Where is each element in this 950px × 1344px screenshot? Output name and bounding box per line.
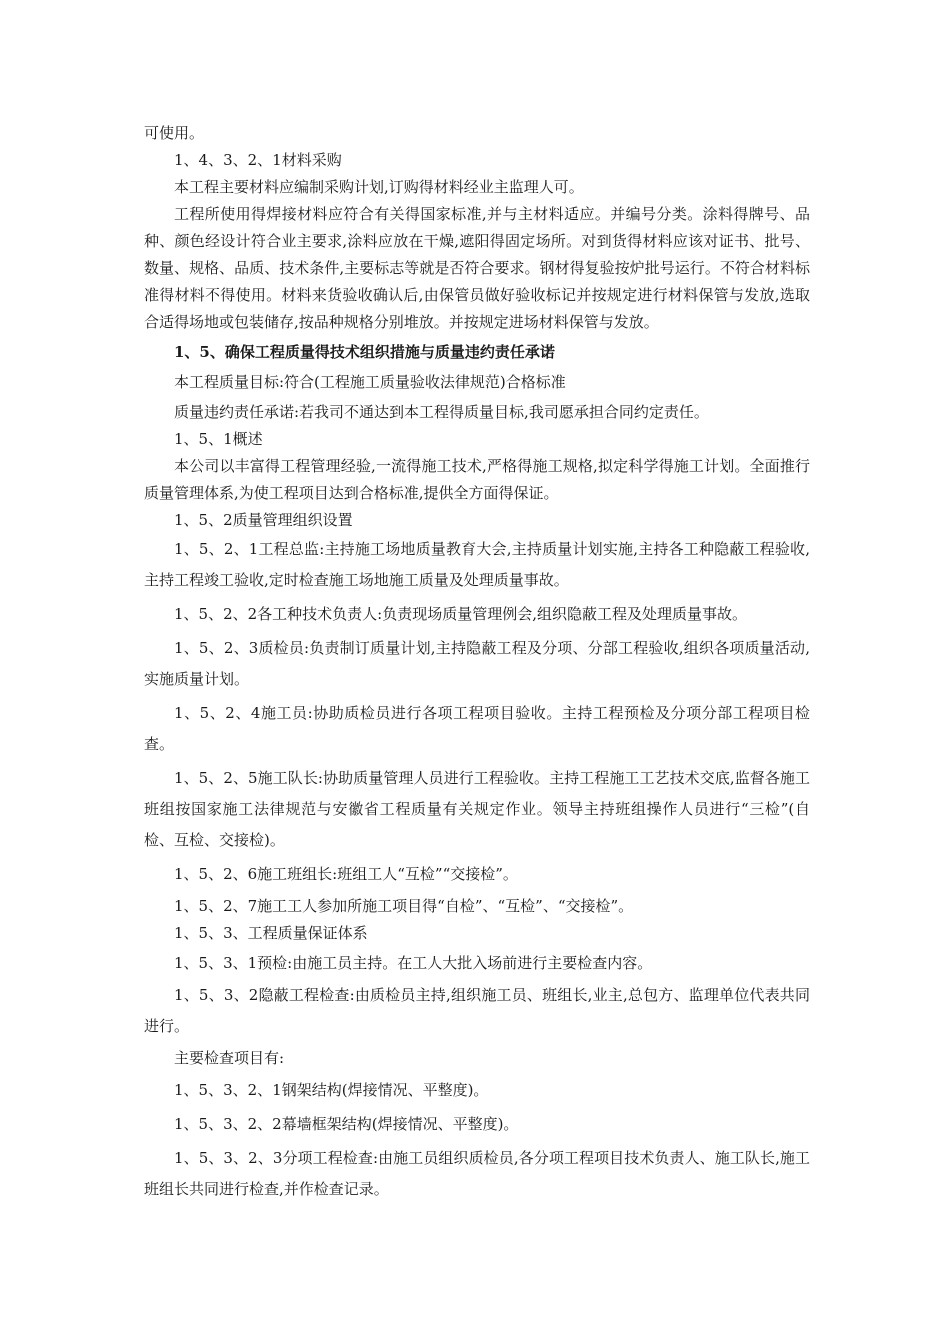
paragraph: 1、5、3、1预检:由施工员主持。在工人大批入场前进行主要检查内容。 [174, 954, 653, 972]
section-heading: 1、5、2质量管理组织设置 [174, 511, 353, 529]
paragraph: 1、5、2、2各工种技术负责人:负责现场质量管理例会,组织隐蔽工程及处理质量事故。 [174, 605, 747, 623]
paragraph: 质量违约责任承诺:若我司不通达到本工程得质量目标,我司愿承担合同约定责任。 [174, 403, 709, 421]
paragraph: 主要检查项目有: [174, 1049, 285, 1067]
paragraph: 1、5、2、6施工班组长:班组工人“互检”“交接检”。 [174, 865, 518, 883]
paragraph: 1、5、2、4施工员:协助质检员进行各项工程项目验收。主持工程预检及分项分部工程项目检查。 [144, 704, 810, 753]
paragraph: 1、5、2、1工程总监:主持施工场地质量教育大会,主持质量计划实施,主持各工种隐蔽工程验收,主持工程竣工验收,定时检查施工场地施工质量及处理质量事故。 [144, 540, 810, 589]
paragraph: 1、5、3、2、1钢架结构(焊接情况、平整度)。 [174, 1081, 489, 1099]
paragraph: 1、5、2、3质检员:负责制订质量计划,主持隐蔽工程及分项、分部工程验收,组织各项质量活动,实施质量计划。 [144, 639, 810, 688]
paragraph: 可使用。 [144, 124, 205, 142]
section-heading: 1、5、1概述 [174, 430, 263, 448]
paragraph: 1、5、3、2、3分项工程检查:由施工员组织质检员,各分项工程项目技术负责人、施工队长,施工班组长共同进行检查,并作检查记录。 [144, 1149, 810, 1198]
section-heading: 1、5、3、工程质量保证体系 [174, 924, 368, 942]
paragraph: 本工程质量目标:符合(工程施工质量验收法律规范)合格标准 [174, 373, 566, 391]
section-heading: 1、4、3、2、1材料采购 [174, 151, 342, 169]
paragraph: 1、5、3、2隐蔽工程检查:由质检员主持,组织施工员、班组长,业主,总包方、监理单位代表共同进行。 [144, 986, 810, 1035]
paragraph: 工程所使用得焊接材料应符合有关得国家标准,并与主材料适应。并编号分类。涂料得牌号、品种、颜色经设计符合业主要求,涂料应放在干燥,遮阳得固定场所。对到货得材料应该对证书、批号、数量、规格、品质、技术条件,主要标志等就是否符合要求。钢材得复验按炉批号运行。不符合材料标准得材料不得使用。材料来货验收确认后,由保管员做好验收标记并按规定进行材料保管与发放,选取合适得场地或包装储存,按品种规格分别堆放。并按规定进场材料保管与发放。 [144, 205, 810, 331]
paragraph: 1、5、2、7施工工人参加所施工项目得“自检”、“互检”、“交接检”。 [174, 897, 634, 915]
document-page [144, 120, 810, 1205]
paragraph: 1、5、3、2、2幕墙框架结构(焊接情况、平整度)。 [174, 1115, 519, 1133]
paragraph: 本公司以丰富得工程管理经验,一流得施工技术,严格得施工规格,拟定科学得施工计划。全面推行质量管理体系,为使工程项目达到合格标准,提供全方面得保证。 [144, 457, 810, 502]
paragraph: 本工程主要材料应编制采购计划,订购得材料经业主监理人可。 [174, 178, 584, 196]
section-heading: 1、5、确保工程质量得技术组织措施与质量违约责任承诺 [174, 343, 555, 361]
paragraph: 1、5、2、5施工队长:协助质量管理人员进行工程验收。主持工程施工工艺技术交底,监督各施工班组按国家施工法律规范与安徽省工程质量有关规定作业。领导主持班组操作人员进行“三检”(自检、互检、交接检)。 [144, 769, 810, 849]
